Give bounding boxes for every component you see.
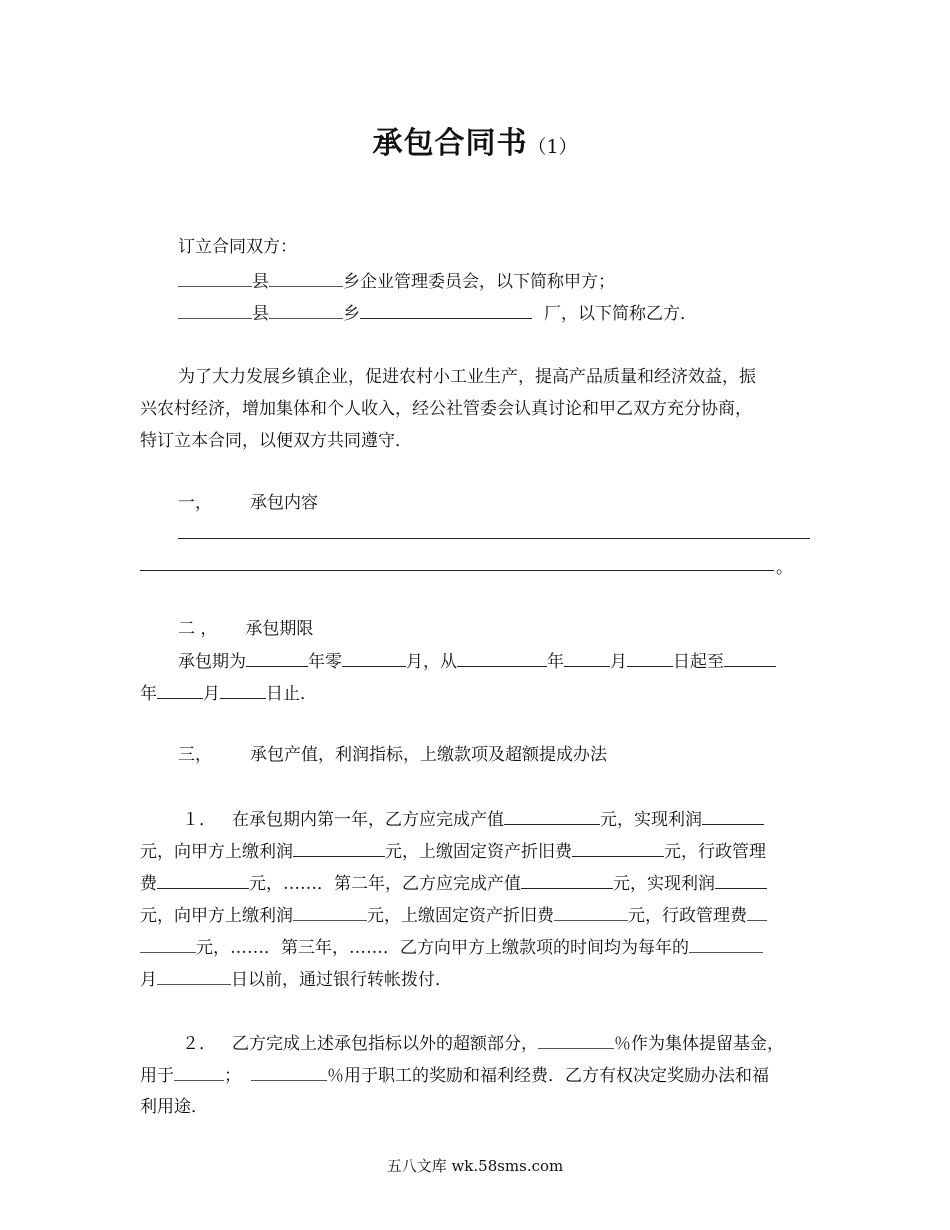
blank-remit-profit-y1: [293, 840, 385, 857]
blank-start-day: [627, 650, 673, 667]
item-1-text-b: 元，实现利润: [600, 810, 702, 830]
blank-months: [342, 650, 406, 667]
party-b-tail: 厂，以下简称乙方．: [544, 304, 697, 324]
section-1-number: 一，: [178, 493, 212, 513]
preamble-line-3: 特订立本合同，以便双方共同遵守．: [140, 431, 412, 451]
end-year-label: 年: [140, 684, 157, 704]
item-1-text-n: 日以前，通过银行转帐拨付．: [231, 970, 452, 990]
section-1-blank-line-2: [140, 570, 774, 571]
section-1-heading: [178, 492, 858, 514]
blank-county: [178, 270, 252, 287]
section-2-line-1: [178, 650, 858, 673]
item-1-text-j: 元，上缴固定资产折旧费: [367, 906, 554, 926]
blank-end-day: [220, 682, 266, 699]
section-2-number: 二 ，: [178, 619, 218, 639]
section-1-blank-line-1: [178, 538, 810, 539]
party-b-county-label: 县: [252, 304, 269, 324]
item-1-text-a: 在承包期内第一年，乙方应完成产值: [232, 810, 504, 830]
document-title: [0, 118, 950, 162]
item-2-text-a: 乙方完成上述承包指标以外的超额部分，: [232, 1034, 538, 1054]
item-1-text-d: 元，上缴固定资产折旧费: [385, 842, 572, 862]
title-main: 承包合同书: [372, 126, 528, 161]
term-from-label: 月，从: [406, 652, 457, 672]
blank-payment-month: [689, 936, 763, 953]
item-2-line-2: [140, 1064, 820, 1087]
preamble-line-2: 兴农村经济，增加集体和个人收入，经公社管委会认真讨论和甲乙双方充分协商，: [140, 399, 752, 419]
item-2-text-d: ；: [224, 1066, 241, 1086]
blank-remit-profit-y2: [293, 904, 367, 921]
section-3-heading: [178, 744, 858, 766]
blank-admin-fee-y2-start: [747, 904, 767, 921]
blank-end-month: [157, 682, 203, 699]
blank-township: [269, 270, 343, 287]
blank-collective-percent: [538, 1032, 614, 1049]
party-b-line: [178, 302, 858, 325]
party-a-township-label: 乡企业管理委员会，以下简称甲方；: [343, 272, 615, 292]
item-1-text-c: 元，向甲方上缴利润: [140, 842, 293, 862]
start-month-label: 月: [610, 652, 627, 672]
item-1-text-l: 元，……．第三年，……．乙方向甲方上缴款项的时间均为每年的: [196, 938, 689, 958]
item-1-line-4: [140, 904, 820, 927]
item-2-text-b: ％作为集体提留基金，: [614, 1034, 784, 1054]
blank-depreciation-y2: [554, 904, 628, 921]
parties-heading: 订立合同双方：: [178, 237, 297, 257]
party-b-township-label: 乡: [343, 304, 360, 324]
end-day-label: 日止．: [266, 684, 317, 704]
item-1-line-5: [140, 936, 820, 959]
section-2-line-2: [140, 682, 820, 705]
blank-years: [246, 650, 308, 667]
end-month-label: 月: [203, 684, 220, 704]
blank-fund-usage: [174, 1064, 224, 1081]
blank-output-value-y2: [521, 872, 613, 889]
section-2-heading: [178, 618, 858, 640]
blank-admin-fee-y2-end: [140, 936, 196, 953]
term-years-label: 年零: [308, 652, 342, 672]
blank-profit-y2: [715, 872, 767, 889]
item-1-text-i: 元，向甲方上缴利润: [140, 906, 293, 926]
footer-watermark: 五八文库 wk.58sms.com: [386, 1157, 564, 1175]
blank-start-month: [564, 650, 610, 667]
item-2-text-c: 用于: [140, 1066, 174, 1086]
item-1-text-k: 元，行政管理费: [628, 906, 747, 926]
item-2-line-1: [182, 1032, 862, 1055]
blank-end-year: [724, 650, 776, 667]
preamble-line-1: 为了大力发展乡镇企业，促进农村小工业生产，提高产品质量和经济效益，振: [178, 367, 756, 387]
item-1-line-1: [182, 808, 862, 831]
term-label: 承包期为: [178, 652, 246, 672]
blank-county: [178, 302, 252, 319]
section-1-end-mark: 。: [776, 558, 793, 578]
blank-output-value-y1: [504, 808, 600, 825]
blank-township: [269, 302, 343, 319]
item-1-text-m: 月: [140, 970, 157, 990]
start-year-label: 年: [547, 652, 564, 672]
item-1-text-e: 元，行政管理: [664, 842, 766, 862]
start-day-label: 日起至: [673, 652, 724, 672]
blank-payment-day: [157, 968, 231, 985]
blank-start-year: [457, 650, 547, 667]
item-1-text-g: 元，……．第二年，乙方应完成产值: [249, 874, 521, 894]
blank-admin-fee-y1: [157, 872, 249, 889]
blank-welfare-percent: [251, 1064, 327, 1081]
blank-factory-name: [360, 302, 532, 319]
item-1-text-f: 费: [140, 874, 157, 894]
section-1-title: 承包内容: [250, 493, 318, 513]
blank-profit-y1: [702, 808, 764, 825]
item-2-line-3: 利用途．: [140, 1097, 208, 1117]
section-3-number: 三，: [178, 745, 212, 765]
item-1-line-2: [140, 840, 820, 863]
blank-depreciation-y1: [572, 840, 664, 857]
section-3-title: 承包产值，利润指标，上缴款项及超额提成办法: [250, 745, 607, 765]
item-2-text-e: ％用于职工的奖励和福利经费．乙方有权决定奖励办法和福: [327, 1066, 769, 1086]
item-1-text-h: 元，实现利润: [613, 874, 715, 894]
item-1-line-6: [140, 968, 820, 991]
title-number: （1）: [527, 136, 578, 158]
party-a-line: [178, 270, 858, 293]
section-2-title: 承包期限: [245, 619, 314, 639]
party-a-county-label: 县: [252, 272, 269, 292]
item-2-number: ２．: [182, 1034, 216, 1054]
item-1-number: １．: [182, 810, 216, 830]
item-1-line-3: [140, 872, 820, 895]
